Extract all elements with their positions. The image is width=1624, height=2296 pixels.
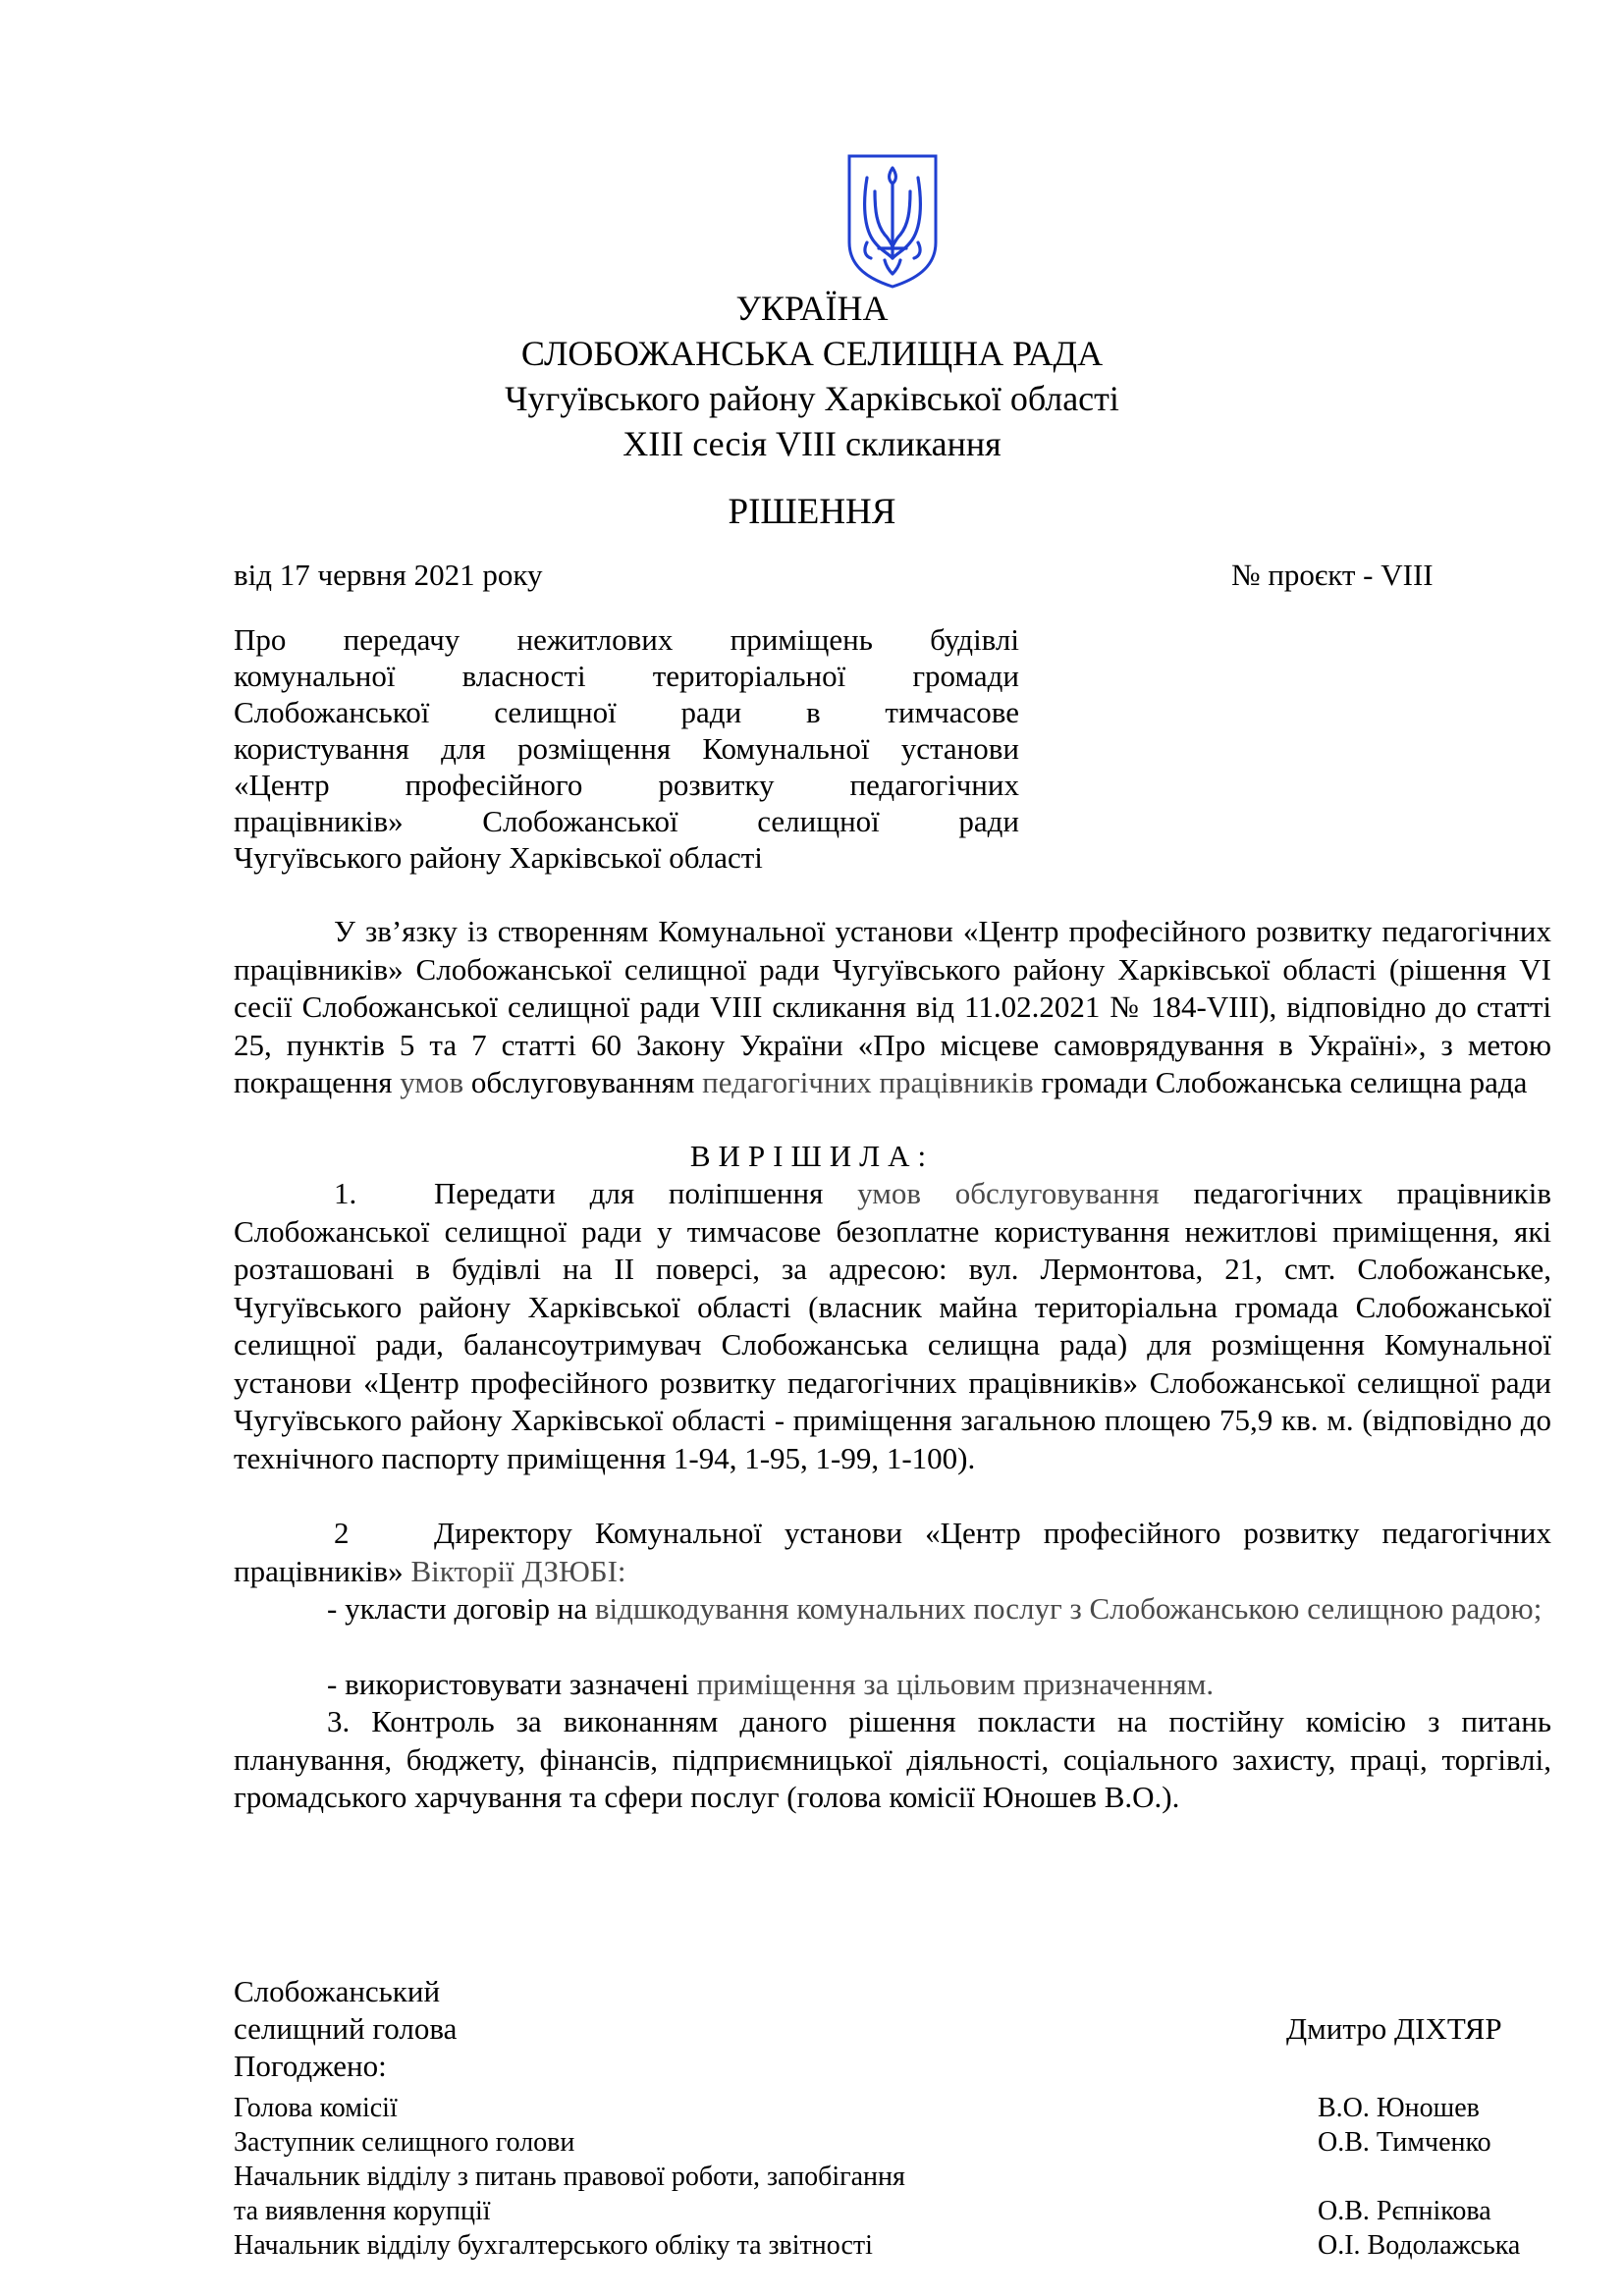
project-number: № проєкт - VIII <box>1231 558 1434 592</box>
document-date: від 17 червня 2021 року <box>234 558 543 592</box>
approval-name: В.О. Юношев <box>1318 2093 1480 2123</box>
subject-block <box>234 621 1019 876</box>
subject-line: Слобожанської селищної ради в тимчасове <box>234 695 1019 729</box>
approval-name: О.І. Водолажська <box>1318 2230 1521 2261</box>
decision-subitem-2: - використовувати зазначені приміщення за цільовим призначенням. <box>327 1667 1215 1701</box>
approval-role: Начальник відділу з питань правової роботи, запобігання <box>234 2162 905 2192</box>
decision-item-1: 1. Передати для поліпшення умов обслуговування педагогічних працівників Слобожанської селищної ради у тимчасове безоплатне користування нежитлові приміщення, які розташовані в будівлі на ІІ поверсі, за адресою: вул. Лермонтова, 21, смт. Слобожанське, Чугуївського району Харківської області (власник майна територіальна громада Слобожанської селищної ради, балансоутримувач Слобожанська селищна рада) для розміщення Комунальної установи «Центр професійного розвитку педагогічних працівників» Слобожанської селищної ради Чугуївського району Харківської області - приміщення загальною площею 75,9 кв. м. (відповідно до технічного паспорту приміщення 1-94, 1-95, 1-99, 1-100). <box>234 1176 1551 1475</box>
item-number: 1. <box>334 1176 357 1210</box>
signer-title-line2: селищний голова <box>234 2011 458 2046</box>
country-title: УКРАЇНА <box>735 289 889 328</box>
subject-line: користування для розміщення Комунальної установи <box>234 731 1019 766</box>
subject-line: Про передачу нежитлових приміщень будівлі <box>234 622 1019 657</box>
session-title: XIII сесія VIII скликання <box>623 424 1001 463</box>
approval-role: Голова комісії <box>234 2093 398 2123</box>
decision-item-2: 2 Директору Комунальної установи «Центр професійного розвитку педагогічних працівників» Вікторії ДЗЮБІ: <box>234 1516 1551 1588</box>
preamble-paragraph: У зв’язку із створенням Комунальної установи «Центр професійного розвитку педагогічних працівників» Слобожанської селищної ради Чугуївського району Харківської області (рішення VI сесії Слобожанської селищної ради VIII скликання від 11.02.2021 № 184-VIII), відповідно до статті 25, пунктів 5 та 7 статті 60 Закону України «Про місцеве самоврядування в Україні», з метою покращення умов обслуговуванням педагогічних працівників громади Слобожанська селищна рада <box>234 914 1551 1099</box>
subject-line: комунальної власності територіальної громади <box>234 659 1019 693</box>
district-title: Чугуївського району Харківської області <box>505 379 1119 418</box>
approval-role: Начальник відділу бухгалтерського обліку та звітності <box>234 2230 873 2261</box>
document-type: РІШЕННЯ <box>728 492 896 532</box>
subject-line: «Центр професійного розвитку педагогічних <box>234 768 1019 802</box>
approval-name: О.В. Рєпнікова <box>1318 2196 1491 2226</box>
trident-coat-of-arms-icon <box>845 152 940 290</box>
item-number: 2 <box>334 1516 350 1550</box>
subject-line: Чугуївського району Харківської області <box>234 840 763 875</box>
subject-line: працівників» Слобожанської селищної ради <box>234 804 1019 838</box>
agreed-label: Погоджено: <box>234 2049 387 2083</box>
approval-role: та виявлення корупції <box>234 2196 491 2226</box>
signer-title-line1: Слобожанський <box>234 1974 441 2008</box>
signer-name: Дмитро ДІХТЯР <box>1286 2011 1502 2046</box>
approval-role: Заступник селищного голови <box>234 2127 575 2158</box>
decision-subitem-1: - укласти договір на відшкодування комунальних послуг з Слобожанською селищною радою; <box>327 1591 1543 1626</box>
approval-name: О.В. Тимченко <box>1318 2127 1491 2158</box>
decision-item-3: 3. Контроль за виконанням даного рішення покласти на постійну комісію з питань планування, бюджету, фінансів, підприємницької діяльності, соціального захисту, праці, торгівлі, громадського харчування та сфери послуг (голова комісії Юношев В.О.). <box>234 1704 1551 1814</box>
resolved-heading: ВИРІШИЛА: <box>689 1139 935 1173</box>
council-title: СЛОБОЖАНСЬКА СЕЛИЩНА РАДА <box>520 334 1104 373</box>
